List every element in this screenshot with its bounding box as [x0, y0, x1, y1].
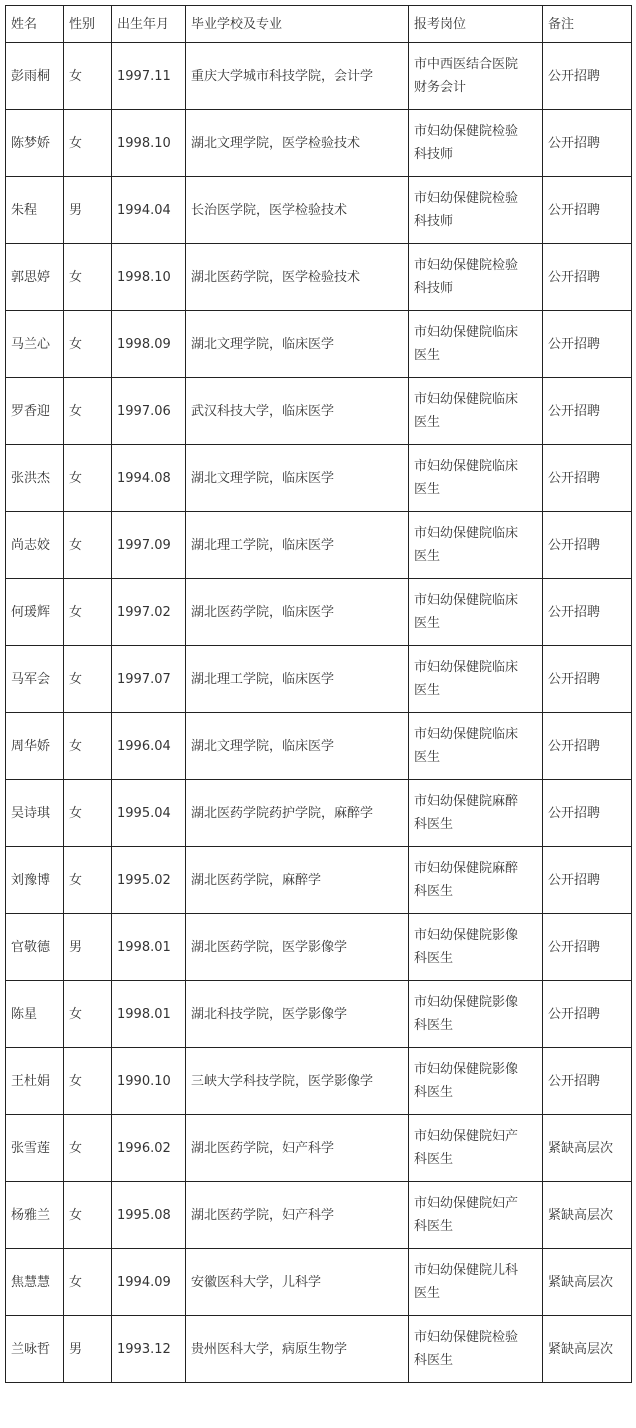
post-line: 医生	[414, 750, 441, 765]
table-header-row	[6, 6, 632, 43]
cell-school: 湖北医药学院，妇产科学	[186, 1182, 409, 1249]
post-line: 市妇幼保健院影像	[414, 928, 519, 943]
table-row	[6, 244, 632, 311]
cell-gender: 女	[64, 1249, 112, 1316]
post-line: 科医生	[414, 884, 454, 899]
table-row	[6, 914, 632, 981]
cell-note: 公开招聘	[543, 378, 632, 445]
table-row	[6, 110, 632, 177]
header-birth: 出生年月	[112, 6, 186, 43]
cell-school: 长治医学院，医学检验技术	[186, 177, 409, 244]
cell-name: 兰咏哲	[6, 1316, 64, 1383]
cell-birth: 1996.04	[112, 713, 186, 780]
cell-birth: 1998.01	[112, 981, 186, 1048]
cell-post	[409, 1048, 543, 1115]
cell-school: 湖北医药学院，医学检验技术	[186, 244, 409, 311]
post-line: 医生	[414, 549, 441, 564]
post-line: 市妇幼保健院临床	[414, 727, 519, 742]
cell-note: 公开招聘	[543, 579, 632, 646]
cell-birth: 1997.07	[112, 646, 186, 713]
cell-gender: 女	[64, 445, 112, 512]
cell-post	[409, 512, 543, 579]
post-line: 市妇幼保健院麻醉	[414, 861, 519, 876]
cell-birth: 1998.01	[112, 914, 186, 981]
cell-note: 紧缺高层次	[543, 1316, 632, 1383]
cell-note: 公开招聘	[543, 780, 632, 847]
table-row	[6, 445, 632, 512]
cell-gender: 女	[64, 110, 112, 177]
cell-gender: 女	[64, 780, 112, 847]
post-line: 市妇幼保健院检验	[414, 258, 519, 273]
header-post: 报考岗位	[409, 6, 543, 43]
cell-name: 彭雨桐	[6, 43, 64, 110]
post-line: 科医生	[414, 1018, 454, 1033]
post-line: 医生	[414, 616, 441, 631]
cell-birth: 1997.02	[112, 579, 186, 646]
post-line: 医生	[414, 482, 441, 497]
cell-post	[409, 780, 543, 847]
cell-school: 湖北医药学院，医学影像学	[186, 914, 409, 981]
post-line: 医生	[414, 1286, 441, 1301]
cell-school: 湖北医药学院药护学院，麻醉学	[186, 780, 409, 847]
cell-gender: 男	[64, 1316, 112, 1383]
table-row	[6, 1249, 632, 1316]
cell-note: 公开招聘	[543, 244, 632, 311]
table-row	[6, 847, 632, 914]
cell-post	[409, 1115, 543, 1182]
table-row	[6, 177, 632, 244]
post-line: 科技师	[414, 214, 454, 229]
cell-gender: 女	[64, 713, 112, 780]
cell-gender: 女	[64, 1048, 112, 1115]
cell-birth: 1994.08	[112, 445, 186, 512]
cell-gender: 男	[64, 914, 112, 981]
cell-birth: 1997.06	[112, 378, 186, 445]
cell-name: 周华娇	[6, 713, 64, 780]
post-line: 市妇幼保健院临床	[414, 660, 519, 675]
cell-note: 公开招聘	[543, 847, 632, 914]
cell-note: 公开招聘	[543, 43, 632, 110]
post-line: 市中西医结合医院	[414, 57, 519, 72]
cell-name: 尚志姣	[6, 512, 64, 579]
cell-birth: 1998.10	[112, 110, 186, 177]
cell-birth: 1994.09	[112, 1249, 186, 1316]
cell-school: 重庆大学城市科技学院，会计学	[186, 43, 409, 110]
post-line: 市妇幼保健院临床	[414, 593, 519, 608]
cell-name: 马军会	[6, 646, 64, 713]
post-line: 市妇幼保健院临床	[414, 526, 519, 541]
table-row	[6, 311, 632, 378]
cell-school: 湖北科技学院，医学影像学	[186, 981, 409, 1048]
post-line: 市妇幼保健院妇产	[414, 1129, 519, 1144]
header-note: 备注	[543, 6, 632, 43]
candidate-table	[5, 5, 632, 1383]
cell-note: 公开招聘	[543, 177, 632, 244]
post-line: 财务会计	[414, 80, 467, 95]
cell-birth: 1996.02	[112, 1115, 186, 1182]
post-line: 科技师	[414, 147, 454, 162]
cell-school: 湖北医药学院，临床医学	[186, 579, 409, 646]
table-row	[6, 378, 632, 445]
cell-school: 安徽医科大学，儿科学	[186, 1249, 409, 1316]
cell-birth: 1997.09	[112, 512, 186, 579]
cell-note: 公开招聘	[543, 646, 632, 713]
cell-name: 王杜娟	[6, 1048, 64, 1115]
table-row	[6, 713, 632, 780]
cell-note: 公开招聘	[543, 1048, 632, 1115]
cell-note: 紧缺高层次	[543, 1182, 632, 1249]
post-line: 医生	[414, 683, 441, 698]
cell-post	[409, 646, 543, 713]
cell-post	[409, 847, 543, 914]
cell-school: 贵州医科大学，病原生物学	[186, 1316, 409, 1383]
cell-post	[409, 244, 543, 311]
cell-post	[409, 311, 543, 378]
cell-post	[409, 1182, 543, 1249]
post-line: 市妇幼保健院临床	[414, 459, 519, 474]
cell-gender: 男	[64, 177, 112, 244]
cell-gender: 女	[64, 1115, 112, 1182]
cell-school: 湖北理工学院，临床医学	[186, 512, 409, 579]
cell-name: 郭思婷	[6, 244, 64, 311]
cell-school: 湖北文理学院，医学检验技术	[186, 110, 409, 177]
cell-name: 吴诗琪	[6, 780, 64, 847]
table-row	[6, 43, 632, 110]
cell-gender: 女	[64, 512, 112, 579]
table-row	[6, 780, 632, 847]
cell-school: 湖北文理学院，临床医学	[186, 445, 409, 512]
post-line: 市妇幼保健院检验	[414, 1330, 519, 1345]
cell-gender: 女	[64, 646, 112, 713]
post-line: 科医生	[414, 1152, 454, 1167]
cell-birth: 1998.10	[112, 244, 186, 311]
cell-post	[409, 445, 543, 512]
header-name: 姓名	[6, 6, 64, 43]
cell-post	[409, 43, 543, 110]
header-gender: 性别	[64, 6, 112, 43]
cell-post	[409, 110, 543, 177]
post-line: 科医生	[414, 951, 454, 966]
post-line: 医生	[414, 348, 441, 363]
cell-gender: 女	[64, 244, 112, 311]
cell-birth: 1995.02	[112, 847, 186, 914]
cell-note: 公开招聘	[543, 914, 632, 981]
post-line: 市妇幼保健院检验	[414, 191, 519, 206]
cell-school: 湖北医药学院，麻醉学	[186, 847, 409, 914]
cell-note: 公开招聘	[543, 512, 632, 579]
cell-gender: 女	[64, 1182, 112, 1249]
cell-note: 公开招聘	[543, 713, 632, 780]
table-row	[6, 512, 632, 579]
post-line: 市妇幼保健院临床	[414, 325, 519, 340]
cell-gender: 女	[64, 579, 112, 646]
table-row	[6, 981, 632, 1048]
cell-post	[409, 378, 543, 445]
cell-birth: 1997.11	[112, 43, 186, 110]
post-line: 科医生	[414, 1219, 454, 1234]
cell-post	[409, 914, 543, 981]
cell-note: 公开招聘	[543, 110, 632, 177]
cell-name: 杨雅兰	[6, 1182, 64, 1249]
cell-post	[409, 177, 543, 244]
cell-school: 武汉科技大学，临床医学	[186, 378, 409, 445]
cell-gender: 女	[64, 378, 112, 445]
cell-post	[409, 1249, 543, 1316]
cell-post	[409, 713, 543, 780]
table-row	[6, 1048, 632, 1115]
post-line: 医生	[414, 415, 441, 430]
cell-school: 湖北理工学院，临床医学	[186, 646, 409, 713]
post-line: 科医生	[414, 1353, 454, 1368]
post-line: 市妇幼保健院妇产	[414, 1196, 519, 1211]
post-line: 科医生	[414, 817, 454, 832]
cell-gender: 女	[64, 43, 112, 110]
post-line: 市妇幼保健院儿科	[414, 1263, 519, 1278]
cell-school: 湖北医药学院，妇产科学	[186, 1115, 409, 1182]
post-line: 市妇幼保健院麻醉	[414, 794, 519, 809]
cell-note: 紧缺高层次	[543, 1115, 632, 1182]
post-line: 科技师	[414, 281, 454, 296]
cell-school: 三峡大学科技学院，医学影像学	[186, 1048, 409, 1115]
post-line: 市妇幼保健院临床	[414, 392, 519, 407]
cell-note: 紧缺高层次	[543, 1249, 632, 1316]
cell-post	[409, 579, 543, 646]
cell-name: 罗香迎	[6, 378, 64, 445]
cell-birth: 1993.12	[112, 1316, 186, 1383]
cell-note: 公开招聘	[543, 311, 632, 378]
cell-birth: 1998.09	[112, 311, 186, 378]
header-school: 毕业学校及专业	[186, 6, 409, 43]
cell-note: 公开招聘	[543, 445, 632, 512]
cell-name: 张雪莲	[6, 1115, 64, 1182]
cell-gender: 女	[64, 311, 112, 378]
cell-name: 官敬德	[6, 914, 64, 981]
cell-name: 刘豫博	[6, 847, 64, 914]
post-line: 市妇幼保健院影像	[414, 1062, 519, 1077]
post-line: 科医生	[414, 1085, 454, 1100]
cell-school: 湖北文理学院，临床医学	[186, 713, 409, 780]
cell-school: 湖北文理学院，临床医学	[186, 311, 409, 378]
post-line: 市妇幼保健院影像	[414, 995, 519, 1010]
cell-name: 陈星	[6, 981, 64, 1048]
table-row	[6, 1182, 632, 1249]
table-row	[6, 1115, 632, 1182]
cell-name: 陈梦娇	[6, 110, 64, 177]
cell-birth: 1995.08	[112, 1182, 186, 1249]
cell-name: 焦慧慧	[6, 1249, 64, 1316]
cell-name: 马兰心	[6, 311, 64, 378]
cell-birth: 1990.10	[112, 1048, 186, 1115]
cell-gender: 女	[64, 981, 112, 1048]
cell-gender: 女	[64, 847, 112, 914]
cell-name: 张洪杰	[6, 445, 64, 512]
cell-post	[409, 1316, 543, 1383]
table-row	[6, 1316, 632, 1383]
cell-birth: 1995.04	[112, 780, 186, 847]
table-row	[6, 579, 632, 646]
cell-name: 朱程	[6, 177, 64, 244]
cell-note: 公开招聘	[543, 981, 632, 1048]
post-line: 市妇幼保健院检验	[414, 124, 519, 139]
cell-name: 何瑗辉	[6, 579, 64, 646]
cell-birth: 1994.04	[112, 177, 186, 244]
cell-post	[409, 981, 543, 1048]
table-row	[6, 646, 632, 713]
